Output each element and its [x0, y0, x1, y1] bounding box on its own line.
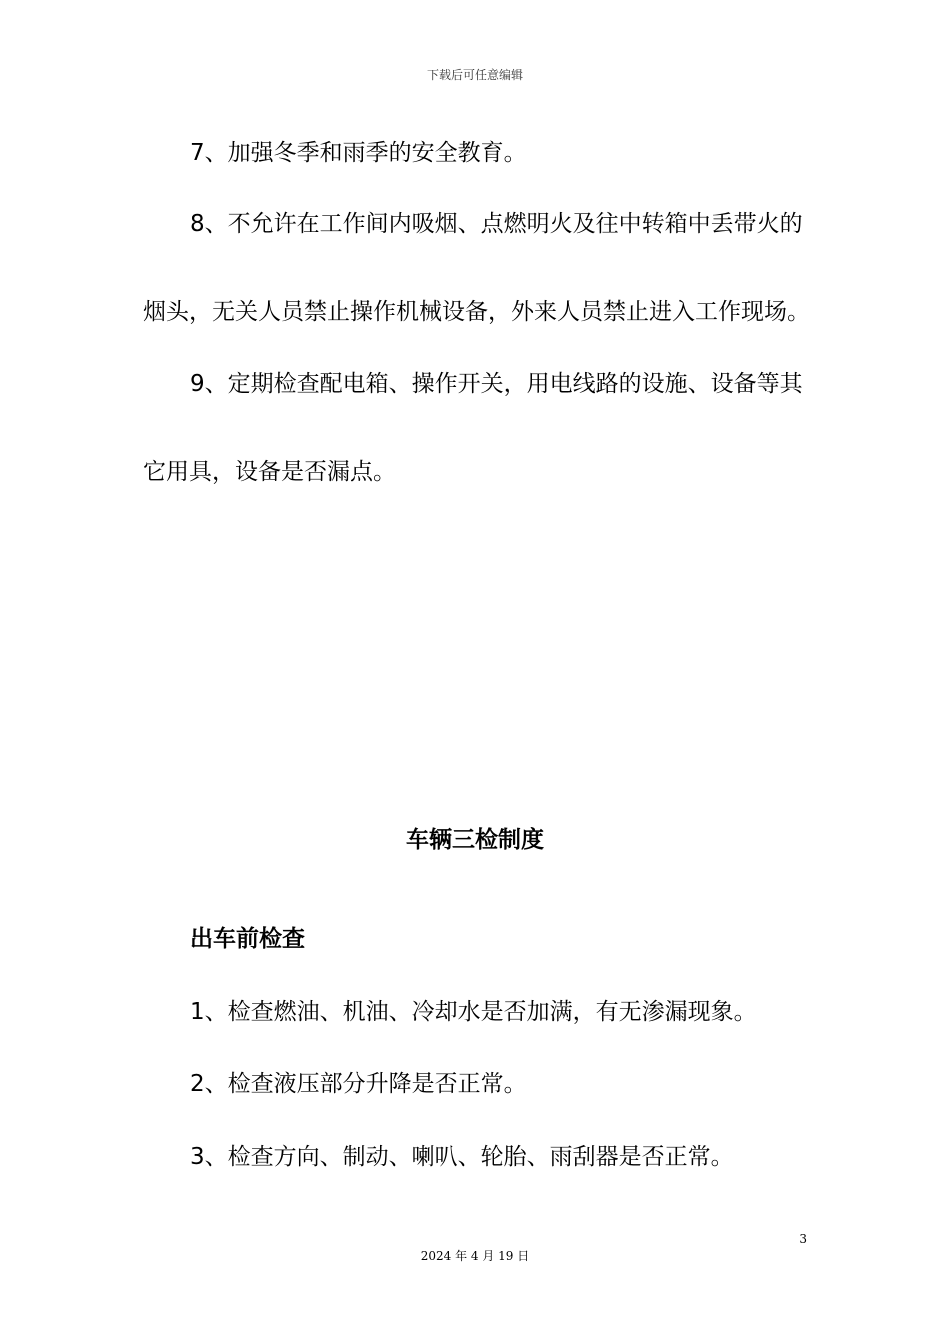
- check-item-1: 1、检查燃油、机油、冷却水是否加满，有无渗漏现象。: [190, 999, 757, 1025]
- item-7: 7、加强冬季和雨季的安全教育。: [190, 140, 527, 166]
- item-9-line-2: 它用具，设备是否漏点。: [143, 459, 396, 485]
- footer-date: 2024 年 4 月 19 日: [420, 1249, 530, 1263]
- check-item-2: 2、检查液压部分升降是否正常。: [190, 1071, 527, 1097]
- check-item-3: 3、检查方向、制动、喇叭、轮胎、雨刮器是否正常。: [190, 1144, 734, 1170]
- item-8-line-1: 8、不允许在工作间内吸烟、点燃明火及往中转箱中丢带火的: [190, 211, 803, 237]
- section-title: 车辆三检制度: [406, 827, 544, 853]
- page-number: 3: [799, 1232, 807, 1246]
- item-9-line-1: 9、定期检查配电箱、操作开关，用电线路的设施、设备等其: [190, 371, 803, 397]
- page-header: 下载后可任意编辑: [426, 68, 523, 82]
- section-subheading: 出车前检查: [190, 926, 305, 952]
- item-8-line-2: 烟头，无关人员禁止操作机械设备，外来人员禁止进入工作现场。: [143, 299, 810, 325]
